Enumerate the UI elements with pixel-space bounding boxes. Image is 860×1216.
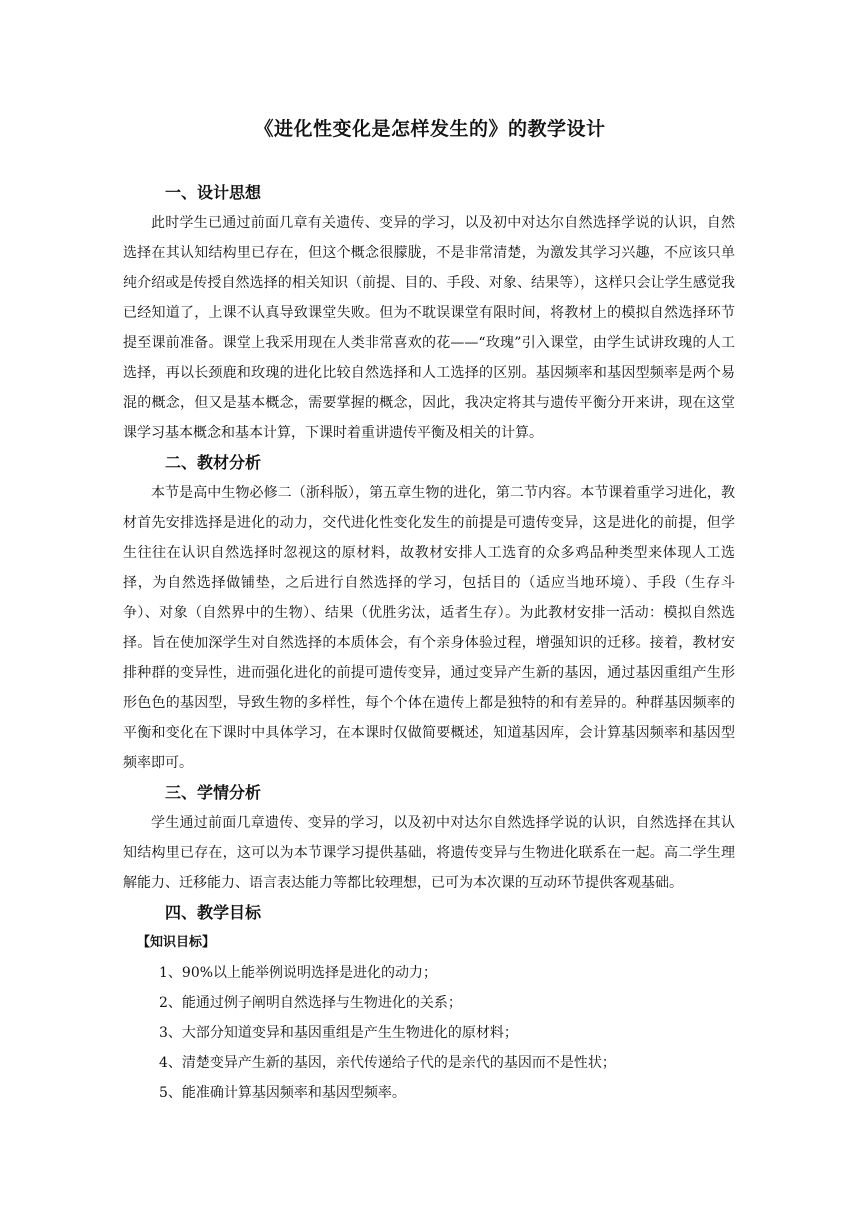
section-heading: 三、学情分析 (165, 783, 262, 802)
section-paragraph: 学生通过前面几章遗传、变异的学习，以及初中对达尔自然选择学说的认识，自然选择在其认知结构里已存在，这可以为本节课学习提供基础，将遗传变异与生物进化联系在一起。高二学生理解能力、迁移能力、语言表达能力等都比较理想，已可为本次课的互动环节提供客观基础。 (123, 815, 735, 891)
knowledge-goals-label: 【知识目标】 (137, 935, 216, 950)
section-heading: 一、设计思想 (165, 183, 262, 202)
list-item: 1、90%以上能举例说明选择是进化的动力； (159, 965, 438, 981)
section-paragraph: 本节是高中生物必修二（浙科版），第五章生物的进化，第二节内容。本节课着重学习进化，教材首先安排选择是进化的动力，交代进化性变化发生的前提是可遗传变异，这是进化的前提，但学生往往在认识自然选择时忽视这的原材料，故教材安排人工选育的众多鸡品种类型来体现人工选择，为自然选择做铺垫，之后进行自然选择的学习，包括目的（适应当地环境）、手段（生存斗争）、对象（自然界中的生物）、结果（优胜劣汰，适者生存）。为此教材安排一活动：模拟自然选择。旨在使加深学生对自然选择的本质体会，有个亲身体验过程，增强知识的迁移。接着，教材安排种群的变异性，进而强化进化的前提可遗传变异，通过变异产生新的基因，通过基因重组产生形形色色的基因型，导致生物的多样性，每个个体在遗传上都是独特的和有差异的。种群基因频率的平衡和变化在下课时中具体学习，在本课时仅做简要概述，知道基因库，会计算基因频率和基因型频率即可。 (123, 485, 735, 771)
section-paragraph: 此时学生已通过前面几章有关遗传、变异的学习，以及初中对达尔自然选择学说的认识，自然选择在其认知结构里已存在，但这个概念很朦胧，不是非常清楚，为激发其学习兴趣，不应该只单纯介绍或是传授自然选择的相关知识（前提、目的、手段、对象、结果等），这样只会让学生感觉我已经知道了，上课不认真导致课堂失败。但为不耽误课堂有限时间，将教材上的模拟自然选择环节提至课前准备。课堂上我采用现在人类非常喜欢的花——“玫瑰”引入课堂，由学生试讲玫瑰的人工选择，再以长颈鹿和玫瑰的进化比较自然选择和人工选择的区别。基因频率和基因型频率是两个易混的概念，但又是基本概念，需要掌握的概念，因此，我决定将其与遗传平衡分开来讲，现在这堂课学习基本概念和基本计算，下课时着重讲遗传平衡及相关的计算。 (123, 215, 735, 441)
list-item: 2、能通过例子阐明自然选择与生物进化的关系； (159, 995, 462, 1011)
section-heading: 四、教学目标 (165, 903, 262, 922)
knowledge-goals-list (123, 958, 735, 1108)
list-item: 5、能准确计算基因频率和基因型频率。 (159, 1085, 406, 1101)
list-item: 3、大部分知道变异和基因重组是产生生物进化的原材料； (159, 1025, 518, 1041)
list-item: 4、清楚变异产生新的基因，亲代传递给子代的是亲代的基因而不是性状； (159, 1055, 616, 1071)
document-body (123, 178, 735, 1108)
document-title: 《进化性变化是怎样发生的》的教学设计 (254, 118, 606, 140)
section-design-idea (123, 178, 735, 448)
section-teaching-goals (123, 898, 735, 1108)
section-textbook-analysis (123, 448, 735, 778)
section-student-analysis (123, 778, 735, 898)
section-heading: 二、教材分析 (165, 453, 262, 472)
